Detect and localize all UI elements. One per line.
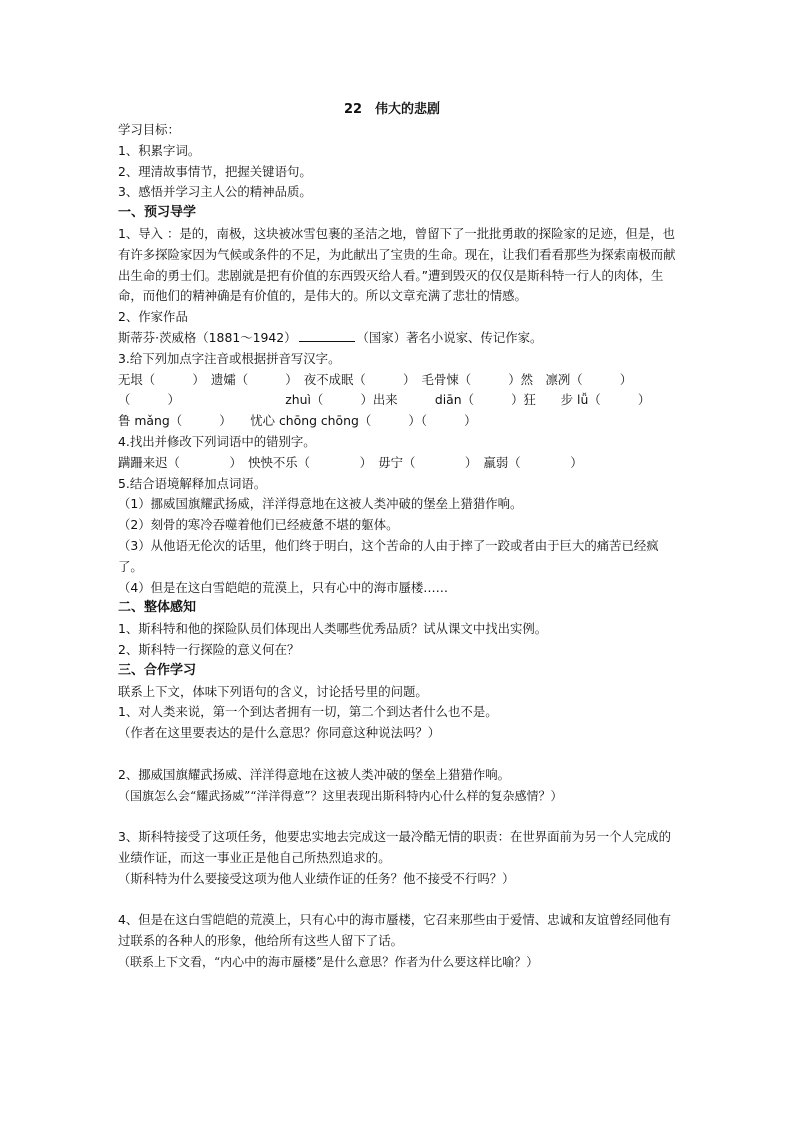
question-1-note: （作者在这里要表达的是什么意思？你同意这种说法吗？） bbox=[118, 725, 441, 741]
question-4-note: （联系上下文看，“内心中的海市蜃楼”是什么意思？作者为什么要这样比喻？） bbox=[118, 954, 539, 969]
typo-heading: 4.找出并修改下列词语中的错别字。 bbox=[118, 433, 316, 449]
spacer bbox=[118, 744, 678, 765]
cooperative-intro: 联系上下文，体味下列语句的含义，讨论括号里的问题。 bbox=[118, 683, 428, 699]
page-title: 22 伟大的悲剧 bbox=[343, 102, 441, 117]
typo-line: 蹒跚来迟（ ） 怏怏不乐（ ） 毋宁（ ） 羸弱（ ） bbox=[118, 454, 583, 470]
question-2-note: （国旗怎么会“耀武扬威”“洋洋得意”？这里表现出斯科特内心什么样的复杂感情？） bbox=[118, 788, 563, 803]
question-2: 2、挪威国旗耀武扬威、洋洋得意地在这被人类冲破的堡垒上猎猎作响。 bbox=[118, 766, 510, 782]
section-heading-cooperative: 三、合作学习 bbox=[118, 662, 197, 678]
explain-item: （3）从他语无伦次的话里，他们终于明白，这个苦命的人由于摔了一跤或者由于巨大的痛苦已经疯了。 bbox=[118, 537, 659, 574]
author-suffix: （国家）著名小说家、传记作家。 bbox=[356, 329, 543, 345]
goal-item: 2、理清故事情节，把握关键语句。 bbox=[118, 163, 312, 179]
explain-item: （4）但是在这白雪皑皑的荒漠上，只有心中的海市蜃楼…… bbox=[118, 579, 449, 595]
question-4: 4、但是在这白雪皑皑的荒漠上，只有心中的海市蜃楼，它召来那些由于爱情、忠诚和友谊曾经同他有过联系的各种人的形象，他给所有这些人留下了话。 bbox=[118, 912, 672, 949]
goal-item: 1、积累字词。 bbox=[118, 142, 201, 158]
pinyin-line: 鲁 mǎng（ ） 忧心 chōng chōng（ ）（ ） bbox=[118, 413, 477, 429]
worksheet-page bbox=[118, 100, 678, 973]
author-prefix: 斯蒂芬·茨威格（1881～1942） bbox=[118, 329, 297, 345]
explain-item: （1）挪威国旗耀武扬威，洋洋得意地在这被人类冲破的堡垒上猎猎作响。 bbox=[118, 496, 523, 512]
pinyin-line: （ ） zhuì（ ）出来 diān（ ）狂 步 lǚ（ ） bbox=[118, 392, 651, 408]
question-3-note: （斯科特为什么要接受这项为他人业绩作证的任务？他不接受不行吗？） bbox=[118, 870, 515, 886]
pinyin-heading: 3.给下列加点字注音或根据拼音写汉字。 bbox=[118, 350, 341, 366]
intro-paragraph: 1、导入 ：是的，南极，这块被冰雪包裹的圣洁之地，曾留下了一批批勇敢的探险家的足迹，但是，也有许多探险家因为气候或条件的不足，为此献出了宝贵的生命。现在，让我们看看那些为探索南极而献出生命的勇士们。悲剧就是把有价值的东西毁灭给人看。”遭到毁灭的仅仅是斯科特一行人的肉体，生命，而他们的精神确是有价值的，是伟大的。所以文章充满了悲壮的情感。 bbox=[118, 225, 676, 304]
goal-item: 3、感悟并学习主人公的精神品质。 bbox=[118, 184, 312, 200]
author-line bbox=[118, 328, 678, 349]
explain-heading: 5.结合语境解释加点词语。 bbox=[118, 475, 267, 491]
section-heading-overview: 二、整体感知 bbox=[118, 600, 197, 616]
goals-heading: 学习目标： bbox=[118, 122, 180, 137]
spacer bbox=[118, 806, 678, 827]
pinyin-line: 无垠（ ） 遗孀（ ） 夜不成眠（ ） 毛骨悚（ ）然 凛冽（ ） bbox=[118, 371, 633, 387]
overview-item: 1、斯科特和他的探险队员们体现出人类哪些优秀品质？试从课文中找出实例。 bbox=[118, 621, 548, 637]
question-1: 1、对人类来说，第一个到达者拥有一切，第二个到达者什么也不是。 bbox=[118, 704, 498, 720]
question-3: 3、斯科特接受了这项任务，他要忠实地去完成这一最冷酷无情的职责：在世界面前为另一个人完成的业绩作证，而这一事业正是他自己所热烈追求的。 bbox=[118, 829, 672, 865]
author-heading: 2、作家作品 bbox=[118, 309, 188, 325]
spacer bbox=[118, 889, 678, 910]
section-heading-preview: 一、预习导学 bbox=[118, 205, 197, 221]
explain-item: （2）刻骨的寒冷吞噬着他们已经疲惫不堪的躯体。 bbox=[118, 517, 399, 533]
country-blank[interactable] bbox=[299, 328, 355, 342]
overview-item: 2、斯科特一行探险的意义何在？ bbox=[118, 641, 300, 657]
